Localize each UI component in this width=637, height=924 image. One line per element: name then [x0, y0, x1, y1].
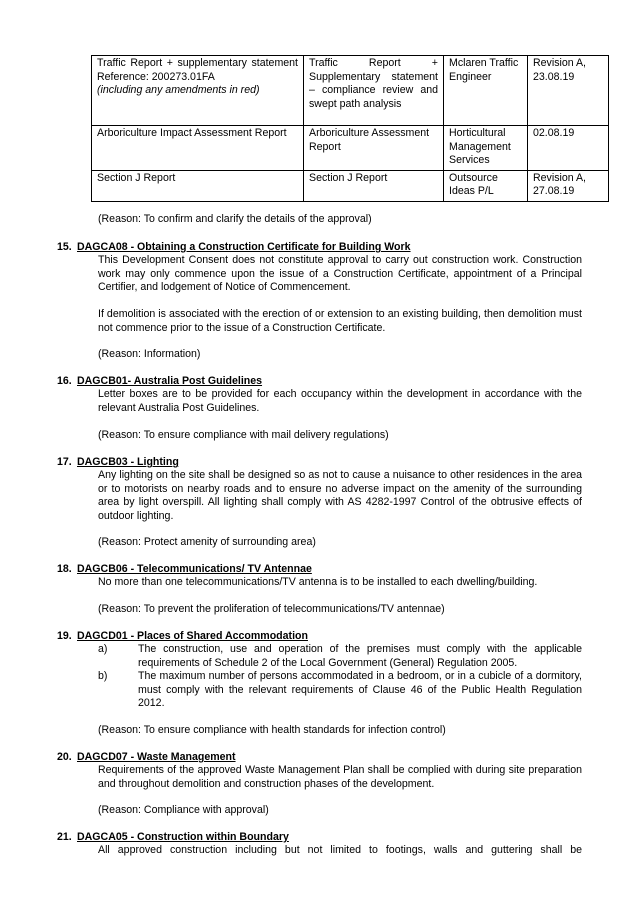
reason-text: (Reason: To prevent the proliferation of telecommunications/TV antennae) [98, 603, 445, 615]
condition-number: 20. [57, 751, 72, 763]
reason-text: (Reason: Information) [98, 348, 201, 360]
condition-number: 15. [57, 241, 72, 253]
document-note: (including any amendments in red) [97, 84, 260, 97]
list-item-text: The construction, use and operation of the premises must comply with the applicable requirements of Schedule 2 of the Local Government (General) Regulation 2005. [138, 643, 582, 669]
table-cell: Arboriculture Impact Assessment Report [92, 126, 304, 171]
reason-text: (Reason: Protect amenity of surrounding area) [98, 536, 316, 548]
condition-heading [57, 630, 597, 644]
approved-documents-table [91, 55, 609, 202]
condition-paragraph: If demolition is associated with the erection of or extension to an existing building, then demolition must not commence prior to the issue of a Construction Certificate. [98, 308, 582, 334]
reason-text: (Reason: To ensure compliance with health standards for infection control) [98, 724, 446, 736]
condition-list [98, 643, 582, 711]
condition-heading [57, 375, 597, 389]
condition-paragraph: Letter boxes are to be provided for each occupancy within the development in accordance with the relevant Australia Post Guidelines. [98, 388, 582, 414]
condition-heading [57, 563, 597, 577]
table-cell: Mclaren Traffic Engineer [444, 56, 528, 126]
reason-text: (Reason: To confirm and clarify the details of the approval) [98, 213, 372, 225]
table-cell: Horticultural Management Services [444, 126, 528, 171]
document-title: Traffic Report + supplementary statement Reference: 200273.01FA [97, 57, 298, 83]
condition-paragraph: Requirements of the approved Waste Management Plan shall be complied with during site preparation and throughout demolition and construction phases of the development. [98, 764, 582, 790]
condition-title: DAGCB01- Australia Post Guidelines [77, 375, 263, 387]
condition-paragraph: Any lighting on the site shall be designed so as not to cause a nuisance to other residences in the area or to motorists on nearby roads and to ensure no adverse impact on the amenity of the surrounding area by light overspill. All lighting shall comply with AS 4282-1997 Control of the obtrusive effects of outdoor lighting. [98, 469, 582, 522]
condition-heading [57, 241, 597, 255]
condition-number: 17. [57, 456, 72, 468]
table-row [92, 170, 609, 201]
condition-title: DAGCD07 - Waste Management [77, 751, 236, 763]
condition-number: 21. [57, 831, 72, 843]
table-cell: Outsource Ideas P/L [444, 170, 528, 201]
condition-number: 18. [57, 563, 72, 575]
list-item [98, 643, 582, 670]
condition-paragraph: All approved construction including but not limited to footings, walls and guttering shall be [98, 844, 582, 856]
table-row [92, 126, 609, 171]
condition-title: DAGCB06 - Telecommunications/ TV Antennae [77, 563, 312, 575]
table-cell: 02.08.19 [528, 126, 609, 171]
list-item-label: b) [98, 670, 108, 683]
table-cell [92, 56, 304, 126]
table-cell: Revision A, 23.08.19 [528, 56, 609, 126]
condition-number: 19. [57, 630, 72, 642]
reason-text: (Reason: Compliance with approval) [98, 804, 269, 816]
condition-number: 16. [57, 375, 72, 387]
condition-title: DAGCA05 - Construction within Boundary [77, 831, 289, 843]
table-cell: Section J Report [92, 170, 304, 201]
condition-paragraph: This Development Consent does not constitute approval to carry out construction work. Construction work may only commence upon the issue of a Construction Certificate, appointment of a Principal Certifier, and lodgement of Notice of Commencement. [98, 254, 582, 294]
table-cell: Traffic Report + Supplementary statement – compliance review and swept path analysis [304, 56, 444, 126]
condition-heading [57, 751, 597, 765]
list-item-label: a) [98, 643, 108, 655]
table-cell: Section J Report [304, 170, 444, 201]
table-row [92, 56, 609, 126]
condition-paragraph: No more than one telecommunications/TV antenna is to be installed to each dwelling/building. [98, 576, 538, 588]
condition-heading [57, 456, 597, 470]
condition-title: DAGCD01 - Places of Shared Accommodation [77, 630, 308, 642]
list-item [98, 670, 582, 711]
condition-title: DAGCA08 - Obtaining a Construction Certificate for Building Work [77, 241, 411, 253]
condition-title: DAGCB03 - Lighting [77, 456, 179, 468]
condition-heading [57, 831, 597, 845]
table-cell: Revision A, 27.08.19 [528, 170, 609, 201]
list-item-text: The maximum number of persons accommodated in a bedroom, or in a cubicle of a dormitory, must comply with the relevant requirements of Clause 46 of the Public Health Regulation 2012. [138, 670, 582, 710]
reason-text: (Reason: To ensure compliance with mail delivery regulations) [98, 429, 389, 441]
table-cell: Arboriculture Assessment Report [304, 126, 444, 171]
